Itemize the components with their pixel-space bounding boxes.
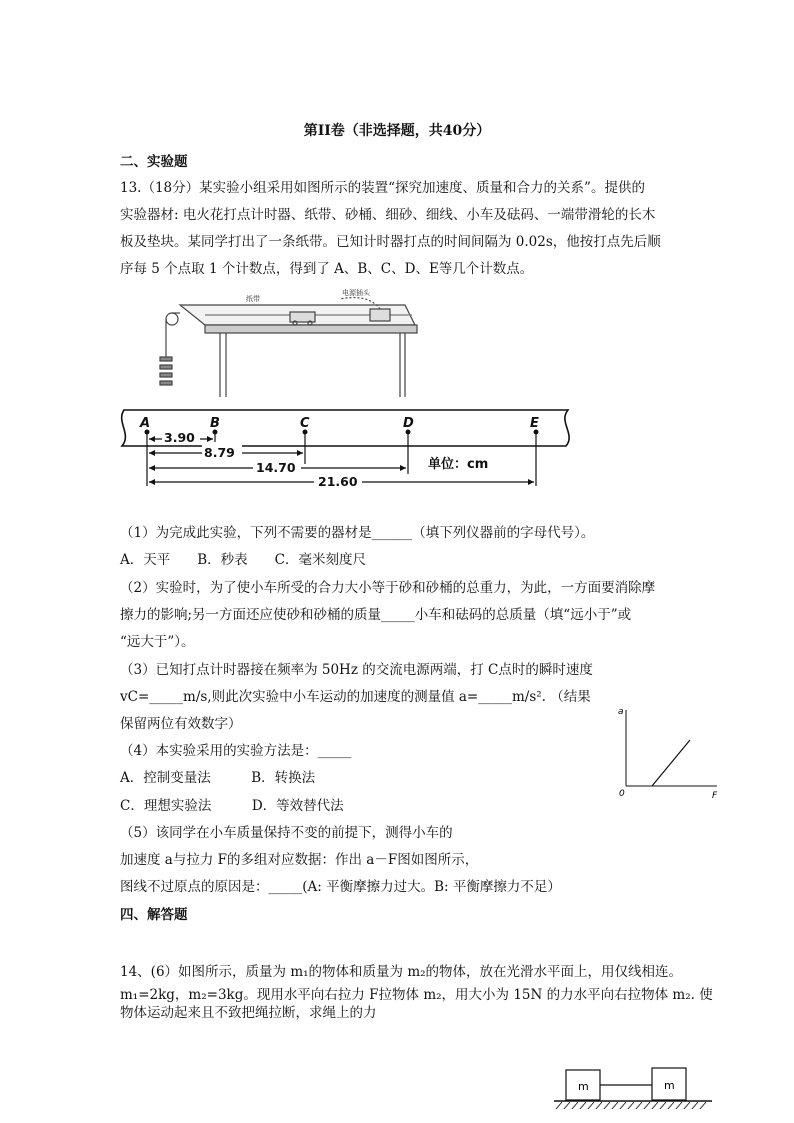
tape-label-D: D bbox=[403, 416, 414, 431]
dist-AD: 14.70 bbox=[256, 460, 296, 475]
label-timer: 电源插头 bbox=[342, 289, 370, 297]
q13-p4-options-1: A．控制变量法 B．转换法 bbox=[120, 770, 316, 786]
graph-origin: 0 bbox=[619, 789, 625, 799]
q13-p2-line-1: （2）实验时，为了使小车所受的合力大小等于砂和砂桶的总重力，为此，一方面要消除摩 bbox=[120, 580, 656, 596]
paper-tape-figure bbox=[118, 402, 578, 500]
q14-line-1: 14、(6）如图所示，质量为 m₁的物体和质量为 m₂的物体，放在光滑水平面上，用仅线相连。 bbox=[120, 964, 683, 980]
graph-x-label: F bbox=[712, 791, 718, 800]
label-tape: 纸带 bbox=[246, 295, 260, 303]
q13-line-1: 13.（18分）某实验小组采用如图所示的装置“探究加速度、质量和合力的关系”。提供的 bbox=[120, 180, 645, 196]
q13-p1: （1）为完成此实验，下列不需要的器材是______（填下列仪器前的字母代号）。 bbox=[120, 525, 595, 541]
q14-line-3: 物体运动起来且不致把绳拉断，求绳上的力 bbox=[120, 1005, 377, 1021]
q13-p2-line-2: 擦力的影响;另一方面还应使砂和砂桶的质量_____小车和砝码的总质量（填“远小于”或 bbox=[120, 607, 632, 623]
block-right-label: m bbox=[664, 1079, 675, 1092]
tape-label-C: C bbox=[300, 416, 310, 431]
tape-unit: 单位：cm bbox=[428, 457, 489, 472]
graph-line bbox=[652, 740, 690, 786]
block-left-label: m bbox=[578, 1080, 589, 1093]
q13-line-4: 序每 5 个点取 1 个计数点，得到了 A、B、C、D、E等几个计数点。 bbox=[120, 261, 534, 277]
q13-p3-line-3: 保留两位有效数字） bbox=[120, 716, 242, 732]
q13-p2-line-3: “远大于”）。 bbox=[120, 634, 195, 650]
tape-label-E: E bbox=[530, 416, 539, 431]
a-f-graph bbox=[612, 700, 727, 800]
q13-p3-line-2: vC=_____m/s,则此次实验中小车运动的加速度的测量值 a=_____m/s². （结果 bbox=[120, 689, 591, 705]
timer bbox=[370, 309, 390, 321]
dist-AE: 21.60 bbox=[318, 474, 358, 489]
section2-heading: 二、实验题 bbox=[120, 154, 188, 170]
q13-p4: （4）本实验采用的实验方法是：_____ bbox=[120, 743, 352, 759]
q13-line-2: 实验器材: 电火花打点计时器、纸带、砂桶、细砂、细线、小车及砝码、一端带滑轮的长木 bbox=[120, 207, 656, 223]
apparatus-figure bbox=[150, 285, 420, 400]
blocks-figure bbox=[548, 1064, 716, 1114]
q13-p1-options: A．天平 B．秒表 C．毫米刻度尺 bbox=[120, 552, 366, 568]
tape-label-A: A bbox=[140, 416, 151, 431]
q13-line-3: 板及垫块。某同学打出了一条纸带。已知计时器打点的时间间隔为 0.02s，他按打点先后顺 bbox=[120, 234, 661, 250]
dist-AC: 8.79 bbox=[204, 445, 235, 460]
graph-y-label: a bbox=[618, 707, 624, 717]
tape-label-B: B bbox=[210, 416, 220, 431]
dist-AB: 3.90 bbox=[164, 430, 195, 445]
q13-p4-options-2: C．理想实验法 D．等效替代法 bbox=[120, 798, 344, 814]
q13-p5-line-3: 图线不过原点的原因是：_____(A: 平衡摩擦力过大。B: 平衡摩擦力不足） bbox=[120, 879, 561, 895]
q13-p5-line-1: （5）该同学在小车质量保持不变的前提下，测得小车的 bbox=[120, 825, 453, 841]
q13-p5-line-2: 加速度 a与拉力 F的多组对应数据：作出 a－F图如图所示， bbox=[120, 852, 479, 868]
section4-heading: 四、解答题 bbox=[120, 907, 188, 923]
cart bbox=[290, 312, 315, 322]
q14-line-2: m₁=2kg，m₂=3kg。现用水平向右拉力 F拉物体 m₂，用大小为 15N 的力水平向右拉物体 m₂. 使 bbox=[120, 987, 713, 1003]
q13-p3-line-1: （3）已知打点计时器接在频率为 50Hz 的交流电源两端，打 C点时的瞬时速度 bbox=[120, 662, 593, 678]
section-title: 第II卷（非选择题，共40分） bbox=[303, 123, 491, 139]
